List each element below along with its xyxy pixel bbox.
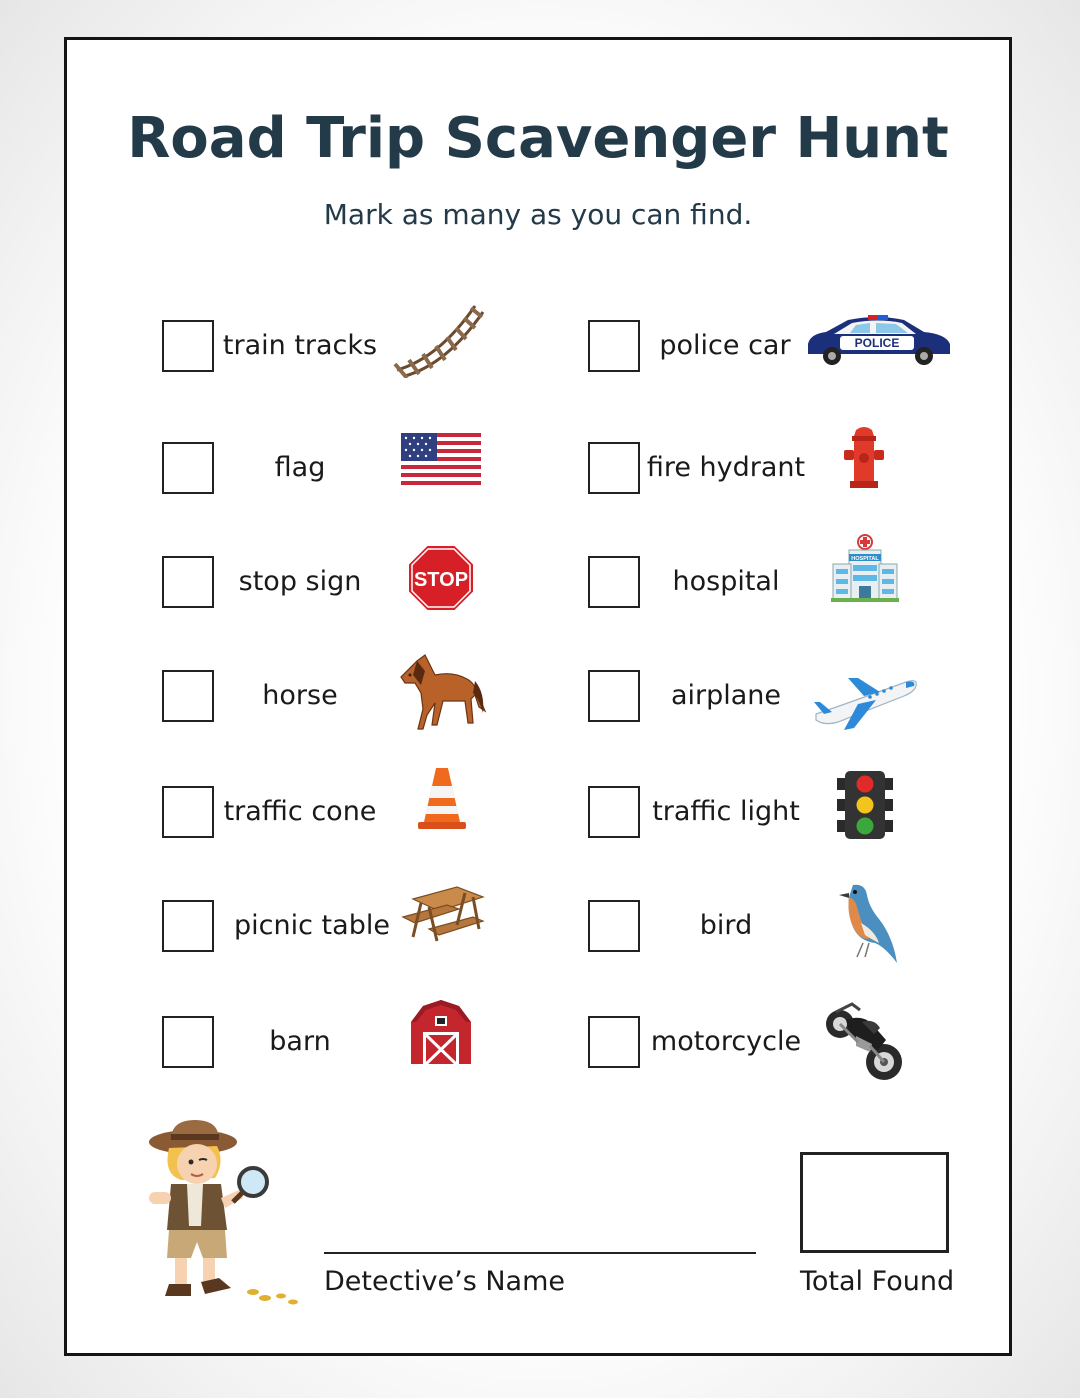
barn-icon <box>411 1000 471 1070</box>
item-label: picnic table <box>234 910 390 941</box>
page-subtitle: Mark as many as you can find. <box>323 198 753 231</box>
checkbox[interactable] <box>162 786 214 838</box>
checkbox[interactable] <box>162 1016 214 1068</box>
hospital-icon <box>831 534 899 608</box>
item-label: barn <box>269 1026 331 1057</box>
item-label: police car <box>659 330 791 361</box>
total-found-label: Total Found <box>800 1266 955 1297</box>
item-label: train tracks <box>222 330 378 361</box>
checkbox[interactable] <box>162 320 214 372</box>
item-label: hospital <box>672 566 780 597</box>
detective-name-line[interactable] <box>324 1252 756 1254</box>
detective-name-label: Detective’s Name <box>324 1266 566 1297</box>
hospital-text: HOSPITAL <box>851 556 879 562</box>
traffic-cone-icon <box>416 766 468 836</box>
checkbox[interactable] <box>588 670 640 722</box>
item-label: flag <box>274 452 326 483</box>
motorcycle-icon <box>822 1000 906 1088</box>
checkbox[interactable] <box>162 442 214 494</box>
checkbox[interactable] <box>162 900 214 952</box>
item-label: airplane <box>670 680 782 711</box>
page-title: Road Trip Scavenger Hunt <box>127 106 949 171</box>
checkbox[interactable] <box>588 320 640 372</box>
checkbox[interactable] <box>588 442 640 494</box>
item-label: horse <box>262 680 338 711</box>
item-label: traffic cone <box>223 796 377 827</box>
fire-hydrant-icon <box>842 424 886 494</box>
traffic-light-icon <box>837 770 893 844</box>
picnic-table-icon <box>399 885 485 947</box>
item-label: fire hydrant <box>646 452 806 483</box>
total-found-box[interactable] <box>800 1152 949 1253</box>
checkbox[interactable] <box>162 670 214 722</box>
flag-icon <box>401 433 481 489</box>
item-label: traffic light <box>652 796 800 827</box>
horse-icon <box>395 653 487 735</box>
checkbox[interactable] <box>588 900 640 952</box>
stop-sign-icon <box>407 544 475 616</box>
stop-text: STOP <box>413 569 469 591</box>
detective-illustration <box>141 1118 301 1312</box>
checkbox[interactable] <box>162 556 214 608</box>
police-text: POLICE <box>854 336 900 350</box>
item-label: stop sign <box>238 566 362 597</box>
checkbox[interactable] <box>588 786 640 838</box>
item-label: motorcycle <box>650 1026 802 1057</box>
checkbox[interactable] <box>588 556 640 608</box>
worksheet <box>64 37 1012 1356</box>
airplane-icon <box>810 670 920 736</box>
train-tracks-icon <box>389 298 489 382</box>
checkbox[interactable] <box>588 1016 640 1068</box>
item-label: bird <box>699 910 753 941</box>
police-car-icon <box>804 314 952 370</box>
bird-icon <box>835 883 899 973</box>
